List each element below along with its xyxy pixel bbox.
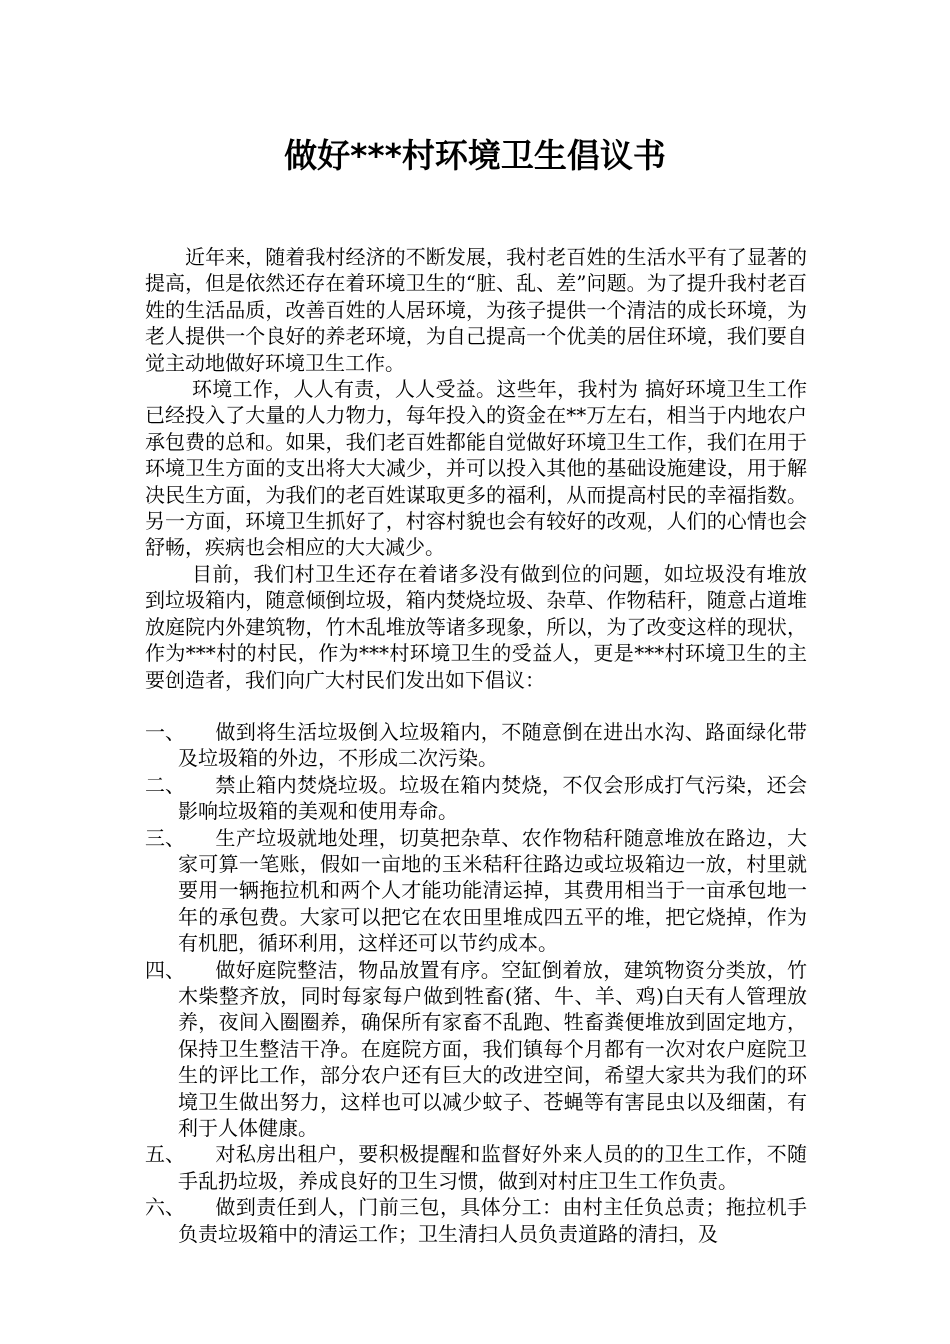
item-number: 一、 (145, 719, 185, 744)
proposal-item (145, 772, 807, 825)
document-body (145, 244, 807, 1247)
item-text: 做好庭院整洁，物品放置有序。空缸倒着放，建筑物资分类放，竹木柴整齐放，同时每家每户做到牲畜(猪、牛、羊、鸡)白天有人管理放养，夜间入圈圈养，确保所有家畜不乱跑、牲畜粪便堆放到固定地方，保持卫生整洁干净。在庭院方面，我们镇每个月都有一次对农户庭院卫生的评比工作，部分农户还有巨大的改进空间，希望大家共为我们的环境卫生做出努力，这样也可以减少蚊子、苍蝇等有害昆虫以及细菌，有利于人体健康。 (178, 957, 807, 1140)
item-text: 生产垃圾就地处理，切莫把杂草、农作物秸秆随意堆放在路边，大家可算一笔账，假如一亩地的玉米秸秆往路边或垃圾箱边一放，村里就要用一辆拖拉机和两个人才能功能清运掉，其费用相当于一亩承包地一年的承包费。大家可以把它在农田里堆成四五平的堆，把它烧掉，作为有机肥，循环利用，这样还可以节约成本。 (178, 825, 807, 956)
proposal-item (145, 825, 807, 957)
item-number: 二、 (145, 772, 185, 797)
intro-paragraph: 近年来，随着我村经济的不断发展，我村老百姓的生活水平有了显著的提高，但是依然还存在着环境卫生的“脏、乱、差”问题。为了提升我村老百姓的生活品质，改善百姓的人居环境，为孩子提供一个清洁的成长环境，为老人提供一个良好的养老环境，为自己提高一个优美的居住环境，我们要自觉主动地做好环境卫生工作。 (145, 245, 807, 375)
item-number: 三、 (145, 825, 185, 850)
document-title: 做好***村环境卫生倡议书 (284, 136, 666, 175)
item-text: 禁止箱内焚烧垃圾。垃圾在箱内焚烧，不仅会形成打气污染，还会影响垃圾箱的美观和使用寿命。 (178, 772, 807, 824)
item-text: 做到责任到人，门前三包，具体分工：由村主任负总责；拖拉机手负责垃圾箱中的清运工作；卫生清扫人员负责道路的清扫，及 (178, 1195, 807, 1246)
proposal-item (145, 1194, 807, 1247)
proposal-item (145, 957, 807, 1142)
paragraph-gap (145, 693, 807, 719)
proposal-item (145, 719, 807, 772)
item-number: 四、 (145, 957, 185, 982)
problems-paragraph: 目前，我们村卫生还存在着诸多没有做到位的问题，如垃圾没有堆放到垃圾箱内，随意倾倒垃圾，箱内焚烧垃圾、杂草、作物秸秆，随意占道堆放庭院内外建筑物，竹木乱堆放等诸多现象，所以，为了改变这样的现状，作为***村的村民，作为***村环境卫生的受益人，更是***村环境卫生的主要创造者，我们向广大村民们发出如下倡议： (145, 561, 807, 692)
proposal-item (145, 1141, 807, 1194)
item-number: 五、 (145, 1142, 185, 1167)
item-number: 六、 (145, 1195, 185, 1220)
responsibility-paragraph: 环境工作，人人有责，人人受益。这些年，我村为 搞好环境卫生工作已经投入了大量的人力物力，每年投入的资金在**万左右，相当于内地农户承包费的总和。如果，我们老百姓都能自觉做好环境卫生工作，我们在用于环境卫生方面的支出将大大减少，并可以投入其他的基础设施建设，用于解决民生方面，为我们的老百姓谋取更多的福利，从而提高村民的幸福指数。另一方面，环境卫生抓好了，村容村貌也会有较好的改观，人们的心情也会舒畅，疾病也会相应的大大减少。 (145, 377, 807, 560)
item-text: 对私房出租户，要积极提醒和监督好外来人员的的卫生工作，不随手乱扔垃圾，养成良好的卫生习惯，做到对村庄卫生工作负责。 (178, 1142, 807, 1193)
item-text: 做到将生活垃圾倒入垃圾箱内，不随意倒在进出水沟、路面绿化带及垃圾箱的外边，不形成二次污染。 (178, 719, 807, 771)
